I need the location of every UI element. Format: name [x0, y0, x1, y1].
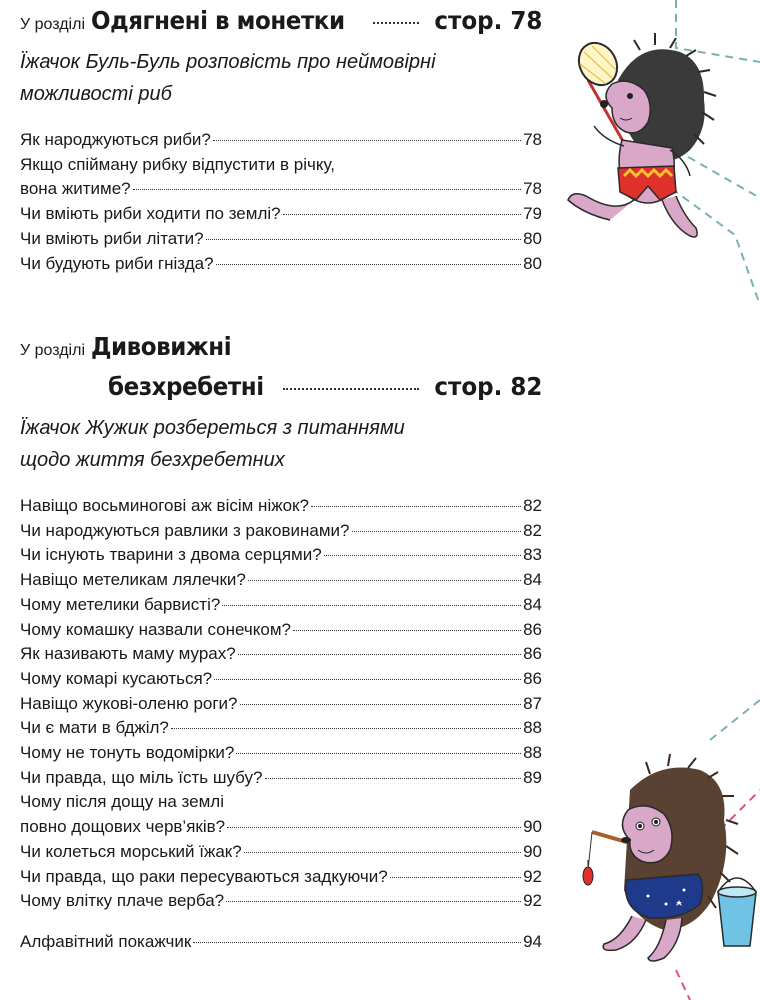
section-subtitle: Їжачок Буль-Буль розповість про неймовірні можливості риб — [20, 51, 436, 105]
toc-item-page: 78 — [523, 130, 542, 149]
toc-item[interactable] — [20, 568, 542, 593]
hedgehog-with-net-icon — [568, 33, 716, 237]
toc-item-page: 82 — [523, 520, 542, 540]
toc-item-text: Чи вміють риби ходити по землі? — [20, 204, 281, 224]
toc-item[interactable] — [20, 618, 542, 643]
toc-item-text: Чому влітку плаче верба? — [20, 891, 225, 911]
toc-item[interactable] — [20, 252, 542, 277]
leader-dots — [283, 388, 418, 390]
toc-item-page: 78 — [523, 179, 542, 199]
toc-item-text: Чи вміють риби літати? — [20, 228, 204, 248]
leader-dots — [133, 189, 521, 190]
section-heading — [20, 6, 542, 46]
toc-item[interactable] — [20, 865, 542, 890]
toc-item-page: 92 — [523, 866, 542, 886]
leader-dots — [227, 827, 521, 828]
section-heading-line2 — [20, 372, 542, 412]
toc-item-text: Як народжуються риби? — [20, 130, 211, 149]
toc-item-page: 92 — [523, 891, 542, 911]
section-title[interactable]: Одягнені в монетки — [91, 6, 345, 35]
toc-item-text: Чи колеться морський їжак? — [20, 841, 242, 861]
leader-dots — [214, 679, 521, 680]
toc-item[interactable] — [20, 543, 542, 568]
section-page-label[interactable]: стор. 78 — [434, 6, 542, 35]
toc-item-text: вона житиме? — [20, 179, 131, 199]
toc-item-page: 83 — [523, 545, 542, 565]
toc-item-text: Навіщо метеликам лялечки? — [20, 570, 246, 590]
toc-item-text-line1: Якщо спійману рибку відпустити в річку, — [20, 154, 335, 174]
toc-item[interactable] — [20, 667, 542, 692]
toc-item[interactable] — [20, 128, 542, 153]
toc-item-text: Чому комарі кусаються? — [20, 668, 213, 688]
toc-item[interactable] — [20, 790, 542, 839]
section-invertebrates — [20, 332, 542, 914]
hedgehog-fishing-icon — [583, 754, 756, 961]
toc-item-text: Чому метелики барвисті? — [20, 594, 221, 614]
toc-item-page: 86 — [523, 644, 542, 664]
section-fish — [20, 6, 542, 276]
leader-dots — [283, 214, 521, 215]
toc-item[interactable] — [20, 716, 542, 741]
toc-item-page: 80 — [523, 228, 542, 248]
section-intro: У розділі — [20, 16, 85, 33]
leader-dots — [373, 22, 419, 24]
toc-item-page: 79 — [523, 204, 542, 224]
toc-item[interactable] — [20, 227, 542, 252]
leader-dots — [248, 580, 521, 581]
toc-item-page: 82 — [523, 496, 542, 515]
section-heading — [20, 332, 542, 372]
toc-item-page: 88 — [523, 718, 542, 738]
toc-item-page: 86 — [523, 668, 542, 688]
toc-item-text-line1: Чому після дощу на землі — [20, 792, 224, 812]
leader-dots — [293, 630, 521, 631]
toc-item-text: Чи народжуються равлики з раковинами? — [20, 520, 350, 540]
leader-dots — [240, 704, 522, 705]
toc-item-page: 86 — [523, 619, 542, 639]
toc-item[interactable] — [20, 889, 542, 914]
section-title-line1[interactable]: Дивовижні — [91, 332, 232, 361]
toc-item-text: Чи є мати в бджіл? — [20, 718, 169, 738]
leader-dots — [238, 654, 521, 655]
toc-item-text: Чи правда, що міль їсть шубу? — [20, 767, 263, 787]
section-page-label[interactable]: стор. 82 — [434, 372, 542, 401]
toc-item[interactable] — [20, 153, 542, 202]
toc-item[interactable] — [20, 494, 542, 519]
toc-item[interactable] — [20, 519, 542, 544]
toc-item-text: Навіщо жукові-оленю роги? — [20, 693, 238, 713]
leader-dots — [171, 728, 521, 729]
toc-item[interactable] — [20, 202, 542, 227]
toc-item-page: 90 — [523, 841, 542, 861]
toc-item[interactable] — [20, 593, 542, 618]
toc-item-text: Навіщо восьминогові аж вісім ніжок? — [20, 496, 309, 515]
toc-item-text: Чи правда, що раки пересуваються задкуючи? — [20, 866, 388, 886]
section-title-line2[interactable]: безхребетні — [108, 372, 264, 401]
toc-item-text: Чи будують риби гнізда? — [20, 253, 214, 273]
section-subtitle: Їжачок Жужик розбереться з питаннями щодо життя безхребетних — [20, 417, 405, 471]
toc-item[interactable] — [20, 840, 542, 865]
toc-item-page: 84 — [523, 594, 542, 614]
toc-item-text: Як називають маму мурах? — [20, 644, 236, 664]
toc-item-text: Чому не тонуть водомірки? — [20, 743, 235, 763]
leader-dots — [311, 506, 521, 507]
leader-dots — [352, 531, 522, 532]
toc-item-page: 89 — [523, 767, 542, 787]
index-entry[interactable] — [20, 930, 542, 955]
toc-list — [20, 128, 542, 276]
leader-dots — [390, 877, 521, 878]
toc-item-text: повно дощових черв’яків? — [20, 817, 226, 837]
dashed-path-bottom-teal — [710, 700, 760, 740]
index-entry-page: 94 — [523, 932, 542, 951]
leader-dots — [226, 901, 521, 902]
toc-item-text: Чому комашку назвали сонечком? — [20, 619, 291, 639]
leader-dots — [324, 555, 521, 556]
leader-dots — [206, 239, 521, 240]
section-intro: У розділі — [20, 342, 85, 359]
leader-dots — [265, 778, 522, 779]
leader-dots — [213, 140, 521, 141]
toc-item-page: 87 — [523, 693, 542, 713]
toc-item-page: 88 — [523, 743, 542, 763]
leader-dots — [244, 852, 521, 853]
toc-item[interactable] — [20, 766, 542, 791]
toc-item-page: 80 — [523, 253, 542, 273]
toc-item[interactable] — [20, 692, 542, 717]
toc-item[interactable] — [20, 741, 542, 766]
leader-dots — [216, 264, 522, 265]
toc-item[interactable] — [20, 642, 542, 667]
toc-item-text: Чи існують тварини з двома серцями? — [20, 545, 322, 565]
toc-list — [20, 494, 542, 914]
index-entry-text: Алфавітний покажчик — [20, 932, 192, 951]
leader-dots — [236, 753, 521, 754]
leader-dots — [222, 605, 521, 606]
toc-item-page: 84 — [523, 570, 542, 590]
leader-dots — [193, 942, 521, 943]
toc-item-page: 90 — [523, 817, 542, 837]
